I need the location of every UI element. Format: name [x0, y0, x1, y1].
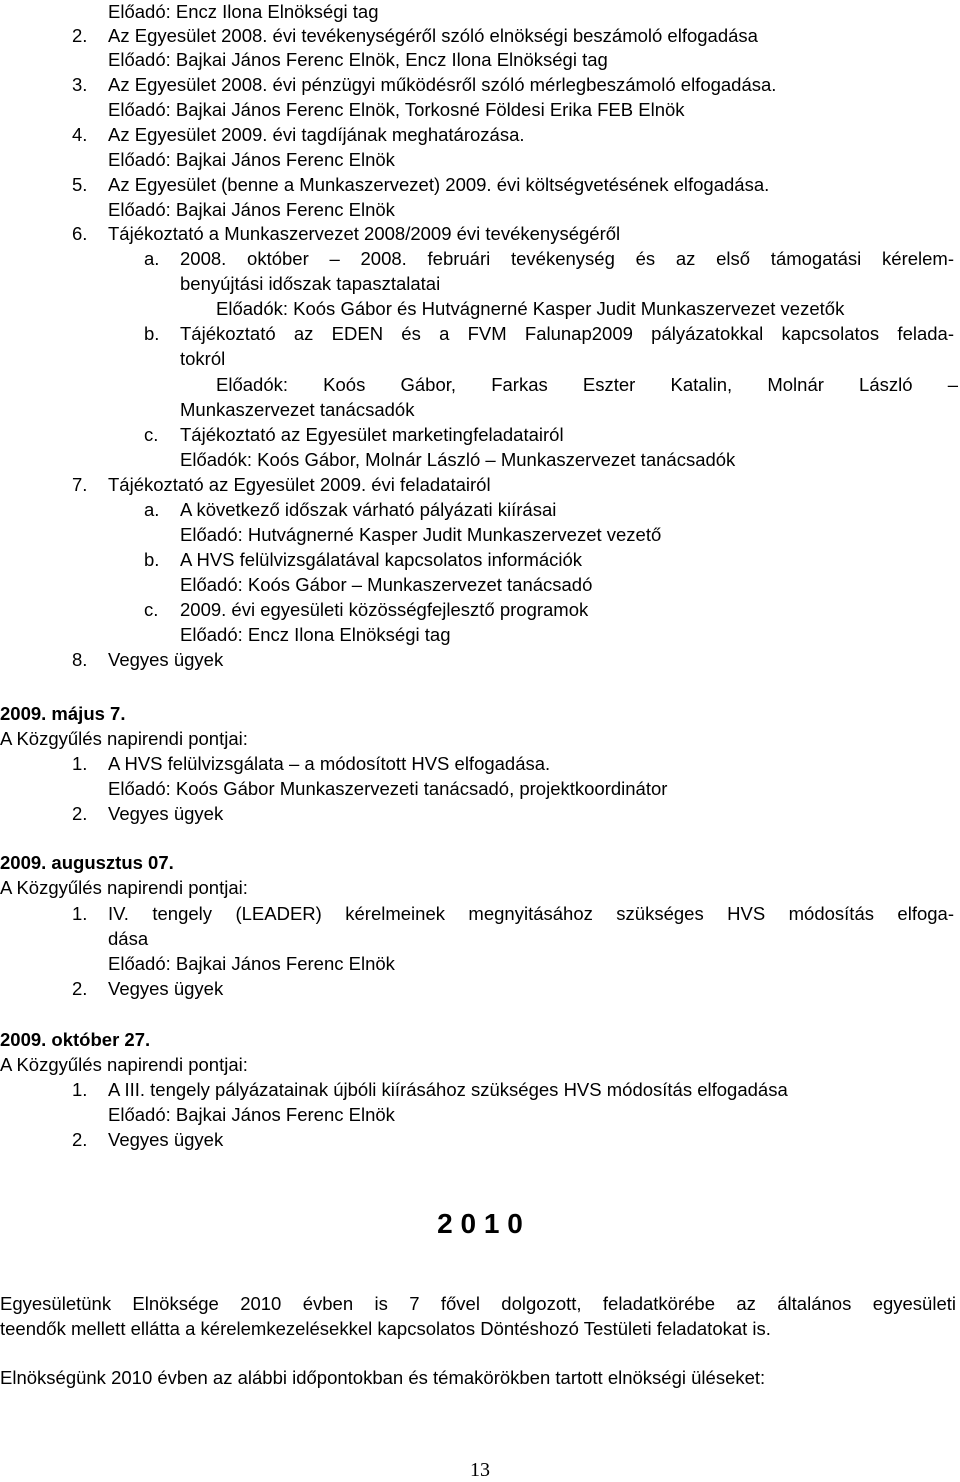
agenda-item: Vegyes ügyek	[108, 649, 224, 670]
meeting-date: 2009. május 7.	[0, 703, 126, 724]
agenda-subitem: tokról	[180, 348, 226, 369]
agenda-presenter: Előadó: Bajkai János Ferenc Elnök, Torkosné Földesi Erika FEB Elnök	[108, 99, 685, 120]
agenda-presenter: Előadó: Koós Gábor – Munkaszervezet tanácsadó	[180, 574, 593, 595]
agenda-item-number: 7.	[72, 474, 88, 495]
paragraph: Elnökségünk 2010 évben az alábbi időpontokban és témakörökben tartott elnökségi üléseket:	[0, 1367, 766, 1388]
agenda-subitem-letter: c.	[144, 424, 159, 445]
agenda-subitem-letter: b.	[144, 549, 160, 570]
agenda-subitem-letter: a.	[144, 248, 160, 269]
agenda-item-number: 1.	[72, 1079, 88, 1100]
agenda-item-number: 2.	[72, 803, 88, 824]
agenda-item: Az Egyesület (benne a Munkaszervezet) 2009. évi költségvetésének elfogadása.	[108, 174, 770, 195]
paragraph-line: Egyesületünk Elnöksége 2010 évben is 7 fővel dolgozott, feladatkörébe az általános egyesületi	[0, 1293, 956, 1314]
agenda-item: IV. tengely (LEADER) kérelmeinek megnyitásához szükséges HVS módosítás elfoga-	[108, 903, 954, 924]
meeting-date: 2009. október 27.	[0, 1029, 151, 1050]
agenda-item: Az Egyesület 2008. évi tevékenységéről szóló elnökségi beszámoló elfogadása	[108, 25, 758, 46]
agenda-subitem: 2008. október – 2008. februári tevékenység és az első támogatási kérelem-	[180, 248, 954, 269]
agenda-presenter: Előadók: Koós Gábor, Molnár László – Munkaszervezet tanácsadók	[180, 449, 736, 470]
agenda-subitem-letter: b.	[144, 323, 160, 344]
agenda-subitem-letter: c.	[144, 599, 159, 620]
agenda-item-number: 1.	[72, 753, 88, 774]
agenda-heading: A Közgyűlés napirendi pontjai:	[0, 728, 248, 749]
agenda-item: Tájékoztató az Egyesület 2009. évi feladatairól	[108, 474, 491, 495]
agenda-item-number: 2.	[72, 1129, 88, 1150]
agenda-item: A III. tengely pályázatainak újbóli kiírásához szükséges HVS módosítás elfogadása	[108, 1079, 788, 1100]
agenda-item: Vegyes ügyek	[108, 1129, 224, 1150]
agenda-presenter: Előadó: Bajkai János Ferenc Elnök	[108, 149, 395, 170]
agenda-presenter: Előadó: Bajkai János Ferenc Elnök	[108, 1104, 395, 1125]
agenda-item-number: 6.	[72, 223, 88, 244]
agenda-subitem: 2009. évi egyesületi közösségfejlesztő programok	[180, 599, 589, 620]
agenda-item-number: 5.	[72, 174, 88, 195]
year-title: 2 0 1 0	[437, 1208, 523, 1239]
agenda-item: Az Egyesület 2008. évi pénzügyi működésről szóló mérlegbeszámoló elfogadása.	[108, 74, 777, 95]
agenda-presenter: Előadó: Koós Gábor Munkaszervezeti tanácsadó, projektkoordinátor	[108, 778, 668, 799]
agenda-presenter: Előadók: Koós Gábor és Hutvágnerné Kasper Judit Munkaszervezet vezetők	[216, 298, 845, 319]
agenda-subitem: Tájékoztató az EDEN és a FVM Falunap2009 pályázatokkal kapcsolatos felada-	[180, 323, 954, 344]
agenda-subitem: benyújtási időszak tapasztalatai	[180, 273, 441, 294]
agenda-heading: A Közgyűlés napirendi pontjai:	[0, 877, 248, 898]
agenda-item-number: 2.	[72, 25, 88, 46]
agenda-subitem: A következő időszak várható pályázati kiírásai	[180, 499, 557, 520]
agenda-heading: A Közgyűlés napirendi pontjai:	[0, 1054, 248, 1075]
agenda-subitem-letter: a.	[144, 499, 160, 520]
agenda-item: Tájékoztató a Munkaszervezet 2008/2009 évi tevékenységéről	[108, 223, 621, 244]
agenda-item-number: 2.	[72, 978, 88, 999]
agenda-presenter: Előadó: Encz Ilona Elnökségi tag	[108, 1, 379, 22]
agenda-subitem: Tájékoztató az Egyesület marketingfeladatairól	[180, 424, 564, 445]
agenda-subitem: A HVS felülvizsgálatával kapcsolatos információk	[180, 549, 583, 570]
agenda-presenter: Előadó: Bajkai János Ferenc Elnök	[108, 199, 395, 220]
agenda-presenter: Munkaszervezet tanácsadók	[180, 399, 415, 420]
agenda-presenter: Előadó: Bajkai János Ferenc Elnök	[108, 953, 395, 974]
agenda-presenter: Előadó: Hutvágnerné Kasper Judit Munkaszervezet vezető	[180, 524, 662, 545]
agenda-item-number: 3.	[72, 74, 88, 95]
agenda-presenter: Előadó: Bajkai János Ferenc Elnök, Encz Ilona Elnökségi tag	[108, 49, 608, 70]
agenda-presenter: Előadók: Koós Gábor, Farkas Eszter Katalin, Molnár László –	[216, 374, 958, 395]
agenda-item: Vegyes ügyek	[108, 803, 224, 824]
agenda-item: Az Egyesület 2009. évi tagdíjának meghatározása.	[108, 124, 525, 145]
agenda-item-number: 8.	[72, 649, 88, 670]
agenda-item-number: 4.	[72, 124, 88, 145]
paragraph-line: teendők mellett ellátta a kérelemkezelésekkel kapcsolatos Döntéshozó Testületi feladatokat is.	[0, 1318, 771, 1339]
agenda-item: Vegyes ügyek	[108, 978, 224, 999]
meeting-date: 2009. augusztus 07.	[0, 852, 174, 873]
agenda-item: A HVS felülvizsgálata – a módosított HVS elfogadása.	[108, 753, 551, 774]
agenda-presenter: Előadó: Encz Ilona Elnökségi tag	[180, 624, 451, 645]
agenda-item: dása	[108, 928, 149, 949]
agenda-item-number: 1.	[72, 903, 88, 924]
page-number: 13	[470, 1459, 490, 1481]
